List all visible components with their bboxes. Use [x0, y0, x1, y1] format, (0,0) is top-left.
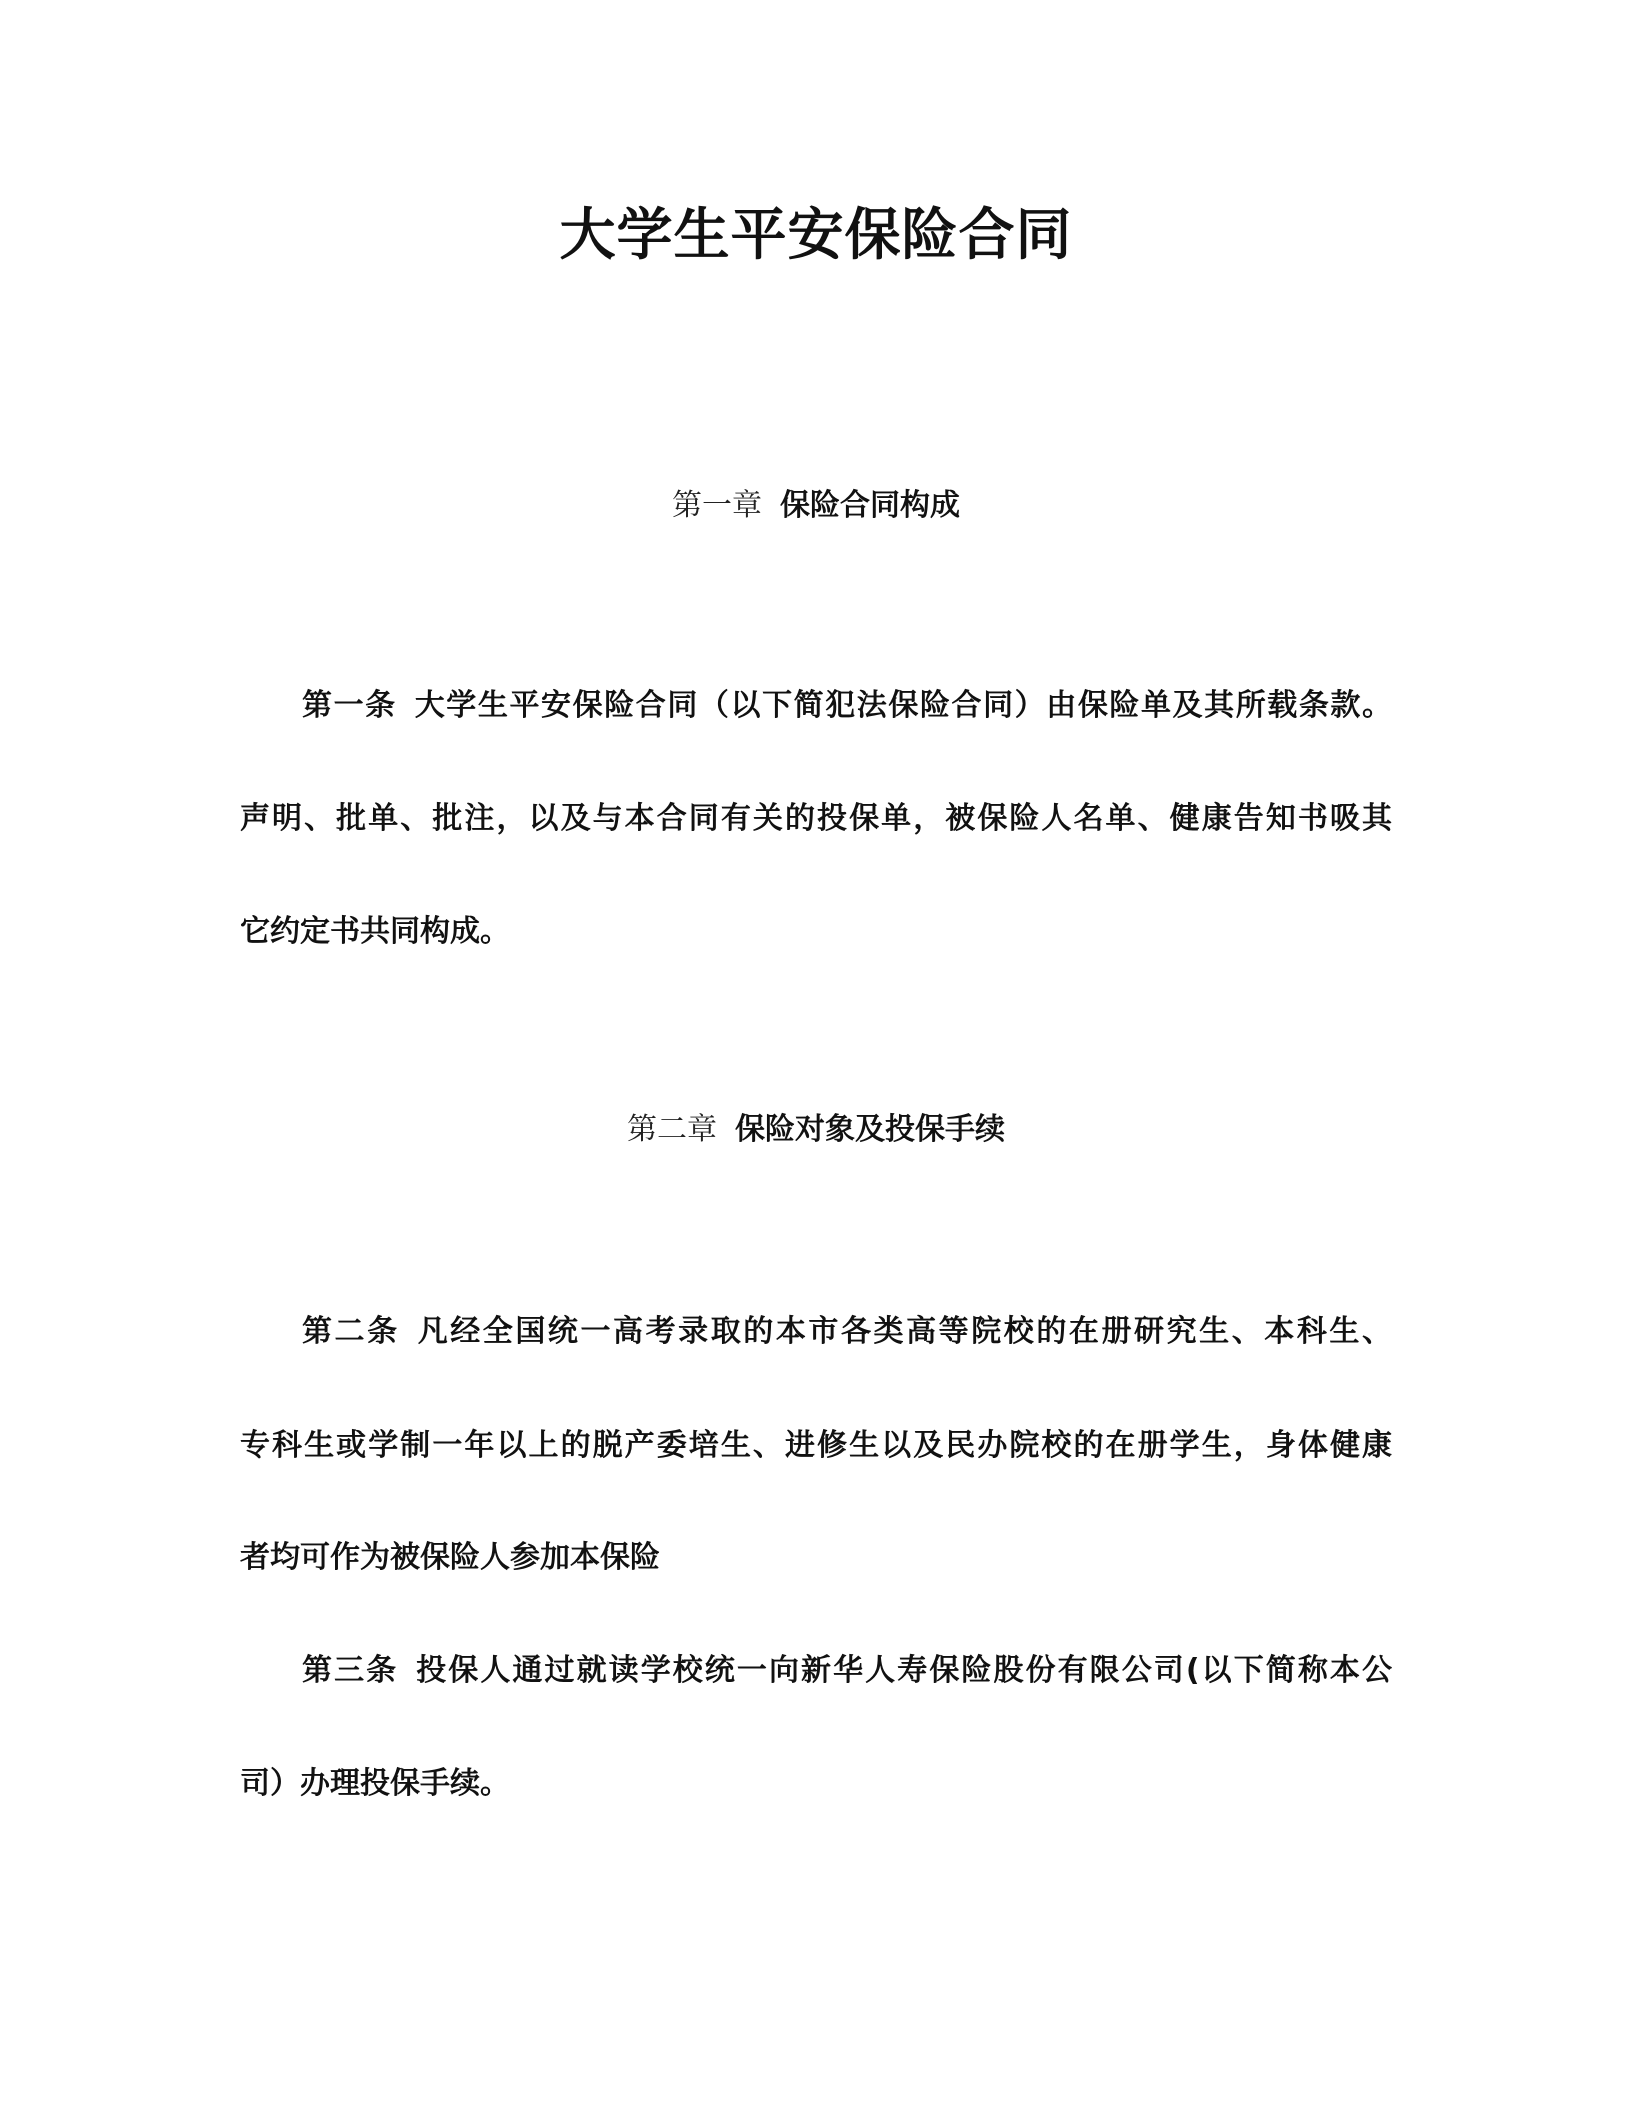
article-2-number: 第二条	[302, 1314, 400, 1349]
article-2-text-1: 凡经全国统一高考录取的本市各类高等院校的在册研究生、本科生、	[417, 1314, 1392, 1349]
article-2-line-3: 者均可作为被保险人参加本保险	[240, 1540, 660, 1575]
article-1-line-3: 它约定书共同构成。	[240, 914, 510, 949]
chapter-2-number: 第二章	[627, 1112, 717, 1147]
chapter-2-heading	[0, 1108, 1632, 1152]
chapter-2-name: 保险对象及投保手续	[735, 1112, 1005, 1147]
chapter-1-name: 保险合同构成	[780, 488, 960, 523]
chapter-1-number: 第一章	[672, 488, 762, 523]
article-3-line-2: 司）办理投保手续。	[240, 1766, 510, 1801]
document-title: 大学生平安保险合同	[559, 203, 1073, 268]
article-3-number: 第三条	[302, 1653, 399, 1688]
article-2-line-1	[302, 1310, 1392, 1354]
article-1-text-1: 大学生平安保险合同（以下简犯法保险合同）由保险单及其所载条款。	[414, 688, 1393, 723]
article-3-line-1	[302, 1649, 1392, 1693]
article-3-text-1: 投保人通过就读学校统一向新华人寿保险股份有限公司(以下简称本公	[416, 1653, 1393, 1688]
chapter-1-heading	[0, 484, 1632, 528]
article-1-line-2: 声明、批单、批注，以及与本合同有关的投保单，被保险人名单、健康告知书吸其	[240, 801, 1392, 836]
article-1-line-1	[302, 684, 1392, 728]
article-2-line-2: 专科生或学制一年以上的脱产委培生、进修生以及民办院校的在册学生，身体健康	[240, 1428, 1392, 1463]
article-1-number: 第一条	[302, 688, 397, 723]
